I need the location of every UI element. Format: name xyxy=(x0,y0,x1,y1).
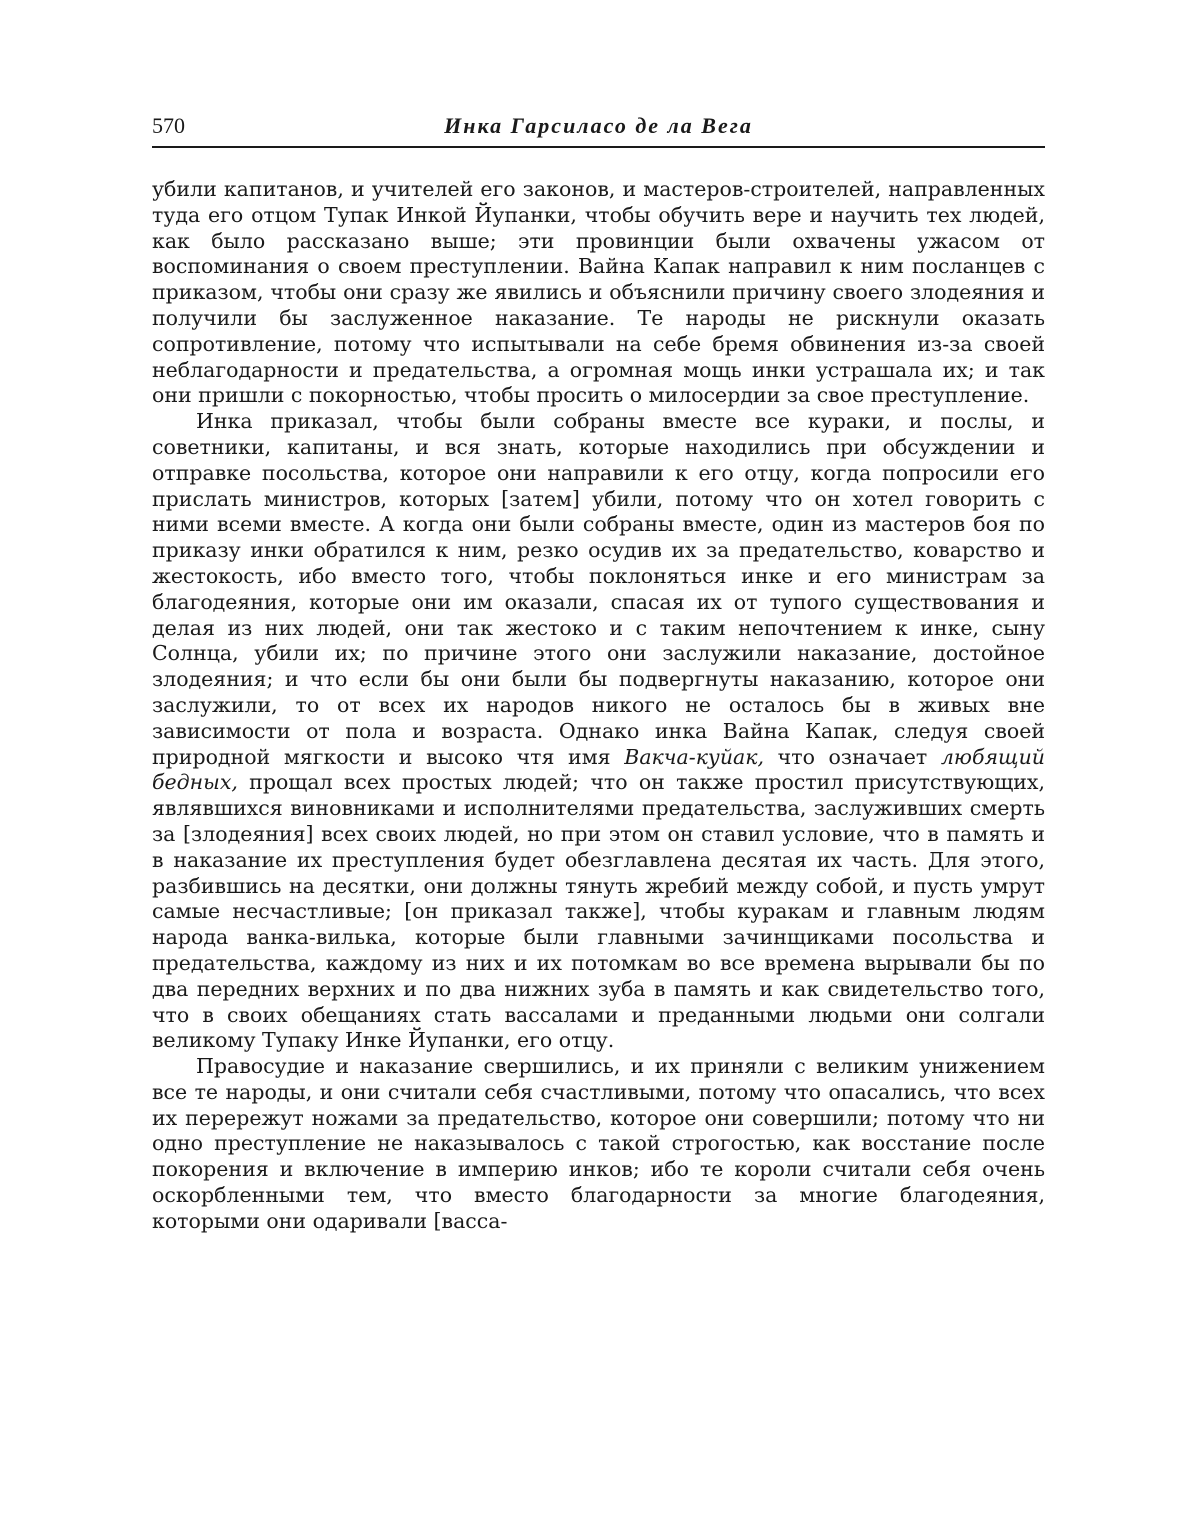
paragraph-3 xyxy=(152,1054,1045,1235)
paragraph-1 xyxy=(152,177,1045,409)
italic-translation: любящий бедных, xyxy=(152,744,1045,795)
paragraph-text: что означает xyxy=(764,744,941,769)
running-title: Инка Гарсиласо де ла Вега xyxy=(444,113,753,138)
paragraph-2 xyxy=(152,409,1045,1054)
italic-name: Вакча-куйак, xyxy=(624,744,765,769)
paragraph-text: прощал всех простых людей; что он также простил присутствующих, являвшихся виновниками и исполнителями предательства, заслуживших смерть за [злодеяния] всех своих людей, но при этом он ставил условие, что в память и в наказание их преступления будет обезглавлена десятая их часть. Для этого, разбившись на десятки, они должны тянуть жребий между собой, и пусть умрут самые несчастливые; [он приказал также], чтобы куракам и главным людям народа ванка-вилька, которые были главными зачинщиками посольства и предательства, каждому из них и их потомкам во все времена вырывали бы по два передних верхних и по два нижних зуба в память и как свидетельство того, что в своих обещаниях стать вассалами и преданными людьми они солгали великому Тупаку Инке Йупанки, его отцу. xyxy=(152,770,1045,1053)
running-head xyxy=(152,112,1045,148)
page-number: 570 xyxy=(152,113,185,138)
body-text xyxy=(152,177,1045,1235)
paragraph-text: Правосудие и наказание свершились, и их приняли с великим унижением все те народы, и они считали себя счастливыми, потому что опасались, что всех их перережут ножами за предательство, которое они совершили; потому что ни одно преступление не наказывалось с такой строгостью, как восстание после покорения и включение в империю инков; ибо те короли считали себя очень оскорбленными тем, что вместо благодарности за многие благодеяния, которыми они одаривали [васса- xyxy=(152,1054,1045,1233)
paragraph-text: убили капитанов, и учителей его законов, и мастеров-строителей, направленных туда его отцом Тупак Инкой Йупанки, чтобы обучить вере и научить тех людей, как было рассказано выше; эти провинции были охвачены ужасом от воспоминания о своем преступлении. Вайна Капак направил к ним посланцев с приказом, чтобы они сразу же явились и объяснили причину своего злодеяния и получили бы заслуженное наказание. Те народы не рискнули оказать сопротивление, потому что испытывали на себе бремя обвинения из-за своей неблагодарности и предательства, а огромная мощь инки устрашала их; и так они пришли с покорностью, чтобы просить о милосердии за свое преступление. xyxy=(152,177,1045,408)
paragraph-text: Инка приказал, чтобы были собраны вместе все кураки, и послы, и советники, капитаны, и вся знать, которые находились при обсуждении и отправке посольства, которое они направили к его отцу, когда попросили его прислать министров, которых [затем] убили, потому что он хотел говорить с ними всеми вместе. А когда они были собраны вместе, один из мастеров боя по приказу инки обратился к ним, резко осудив их за предательство, коварство и жестокость, ибо вместо того, чтобы поклоняться инке и его министрам за благодеяния, которые они им оказали, спасая их от тупого существования и делая из них людей, они так жестоко и с таким непочтением к инке, сыну Солнца, убили их; по причине этого они заслужили наказание, достойное злодеяния; и что если бы они были бы подвергнуты наказанию, которое они заслужили, то от всех их народов никого не осталось бы в живых вне зависимости от пола и возраста. Однако инка Вайна Капак, следуя своей природной мягкости и высоко чтя имя xyxy=(152,409,1045,769)
